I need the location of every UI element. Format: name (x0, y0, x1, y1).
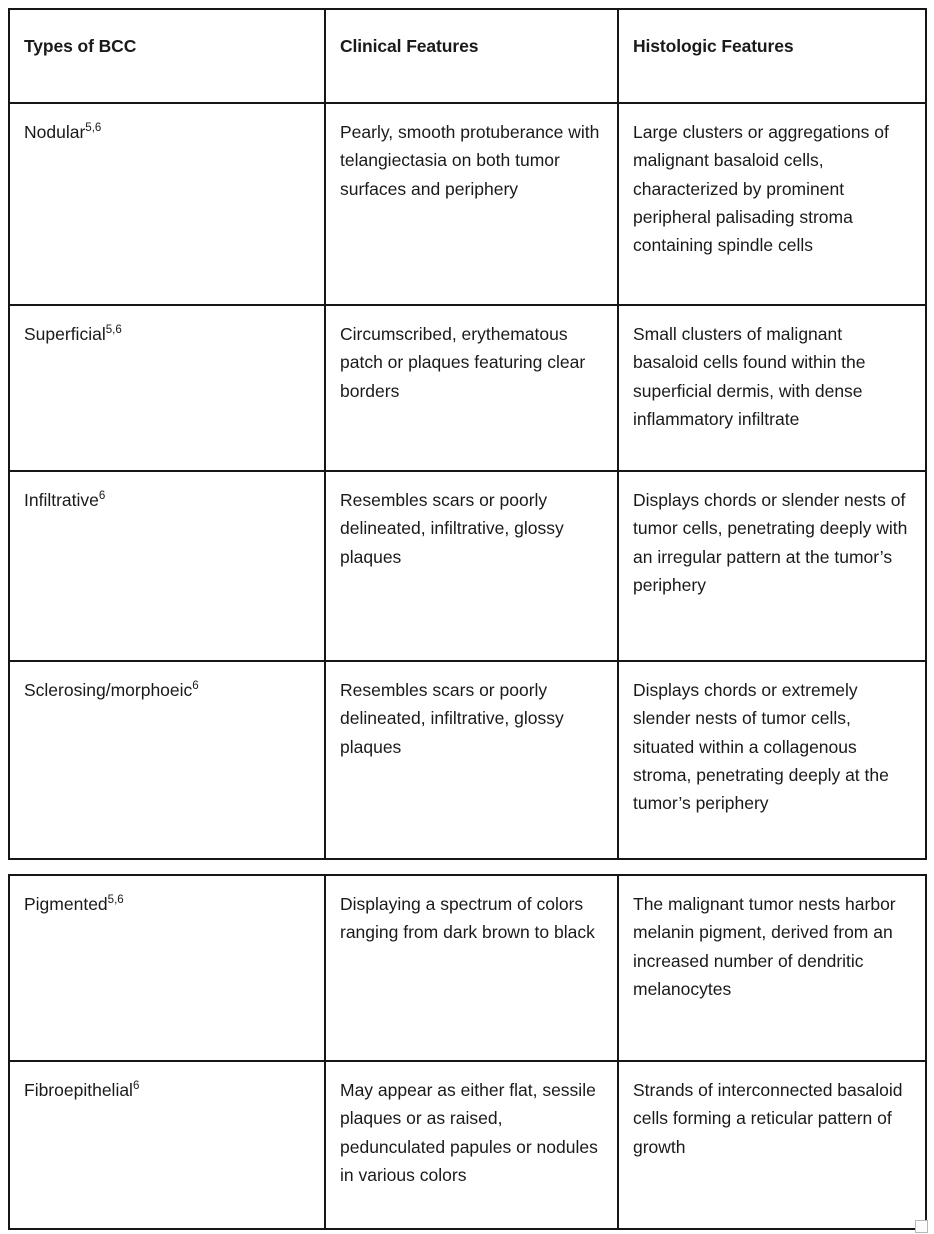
cell-histologic-superficial: Small clusters of malignant basaloid cells found within the superficial dermis, with dense inflammatory infiltrate (618, 305, 926, 471)
cell-type-pigmented (9, 875, 325, 1061)
cell-type-fibroepithelial (9, 1061, 325, 1229)
table-row (9, 305, 926, 471)
citation-marker: 6 (132, 1080, 140, 1093)
cell-histologic-infiltrative: Displays chords or slender nests of tumor cells, penetrating deeply with an irregular pattern at the tumor’s periphery (618, 471, 926, 661)
cell-clinical-superficial: Circumscribed, erythematous patch or plaques featuring clear borders (325, 305, 618, 471)
column-header-histologic-features: Histologic Features (618, 9, 926, 103)
cell-type-superficial (9, 305, 325, 471)
bcc-type-label: Superficial (24, 324, 106, 344)
cell-clinical-infiltrative: Resembles scars or poorly delineated, infiltrative, glossy plaques (325, 471, 618, 661)
citation-marker: 5,6 (107, 894, 124, 907)
cell-type-infiltrative (9, 471, 325, 661)
resize-handle[interactable] (915, 1220, 928, 1233)
table-header (9, 9, 926, 103)
citation-marker: 5,6 (105, 324, 122, 337)
column-header-types-of-bcc: Types of BCC (9, 9, 325, 103)
bcc-type-label: Sclerosing/morphoeic (24, 680, 193, 700)
table-row (9, 103, 926, 305)
cell-clinical-nodular: Pearly, smooth protuberance with telangiectasia on both tumor surfaces and periphery (325, 103, 618, 305)
table-row (9, 471, 926, 661)
bcc-type-label: Infiltrative (24, 490, 99, 510)
cell-clinical-fibroepithelial: May appear as either flat, sessile plaques or as raised, pedunculated papules or nodules in various colors (325, 1061, 618, 1229)
table-header-row (9, 9, 926, 103)
cell-histologic-pigmented: The malignant tumor nests harbor melanin pigment, derived from an increased number of dendritic melanocytes (618, 875, 926, 1061)
bcc-types-table-continued (8, 874, 927, 1230)
cell-type-sclerosing-morphoeic (9, 661, 325, 859)
table-body (9, 103, 926, 859)
citation-marker: 5,6 (85, 122, 102, 135)
column-header-clinical-features: Clinical Features (325, 9, 618, 103)
table-row (9, 875, 926, 1061)
cell-histologic-nodular: Large clusters or aggregations of malignant basaloid cells, characterized by prominent peripheral palisading stroma containing spindle cells (618, 103, 926, 305)
cell-histologic-sclerosing-morphoeic: Displays chords or extremely slender nests of tumor cells, situated within a collagenous stroma, penetrating deeply at the tumor’s periphery (618, 661, 926, 859)
table-body (9, 875, 926, 1229)
bcc-type-label: Fibroepithelial (24, 1080, 133, 1100)
bcc-types-table-primary (8, 8, 927, 860)
bcc-type-label: Pigmented (24, 894, 108, 914)
bcc-type-label: Nodular (24, 122, 86, 142)
citation-marker: 6 (192, 680, 199, 693)
cell-clinical-pigmented: Displaying a spectrum of colors ranging from dark brown to black (325, 875, 618, 1061)
cell-clinical-sclerosing-morphoeic: Resembles scars or poorly delineated, infiltrative, glossy plaques (325, 661, 618, 859)
cell-type-nodular (9, 103, 325, 305)
table-row (9, 1061, 926, 1229)
citation-marker: 6 (98, 490, 106, 503)
cell-histologic-fibroepithelial: Strands of interconnected basaloid cells forming a reticular pattern of growth (618, 1061, 926, 1229)
table-row (9, 661, 926, 859)
